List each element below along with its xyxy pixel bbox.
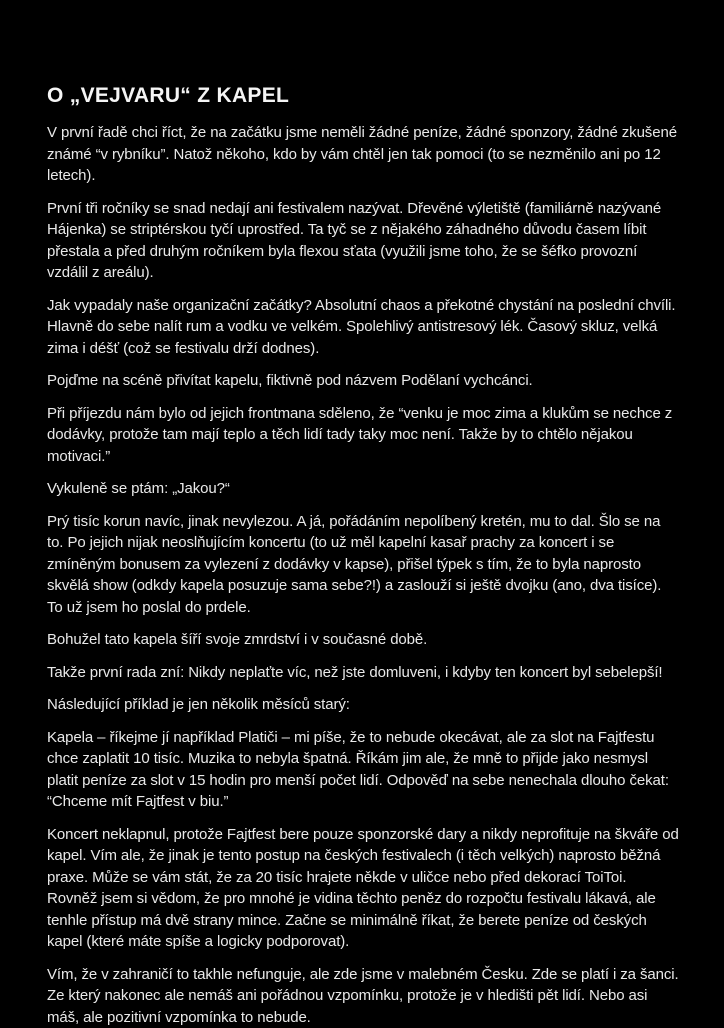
- paragraph: Vím, že v zahraničí to takhle nefunguje, ale zde jsme v malebném Česku. Zde se platí i za šanci. Ze který nakonec ale nemáš ani pořádnou vzpomínku, protože je v hledišti pět lidí. Nebo asi máš, ale pozitivní vzpomínka to nebude.: [47, 964, 680, 1028]
- paragraph: Při příjezdu nám bylo od jejich frontmana sděleno, že “venku je moc zima a klukům se nechce z dodávky, protože tam mají teplo a těch lidí tady taky moc není. Takže by to chtělo nějakou motivaci.”: [47, 403, 680, 468]
- paragraph: Koncert neklapnul, protože Fajtfest bere pouze sponzorské dary a nikdy neprofituje na škváře od kapel. Vím ale, že jinak je tento postup na českých festivalech (i těch velkých) naprosto běžná praxe. Může se vám stát, že za 20 tisíc hrajete někde v uličce nebo před dekorací ToiToi. Rovněž jsem si vědom, že pro mnohé je vidina těchto peněz do rozpočtu festivalu lákavá, ale tenhle přístup má dvě strany mince. Začne se minimálně říkat, že berete peníze od českých kapel (které máte spíše a logicky podporovat).: [47, 824, 680, 953]
- page-title: O „VEJVARU“ Z KAPEL: [47, 84, 680, 108]
- paragraph: Následující příklad je jen několik měsíců starý:: [47, 694, 680, 716]
- paragraph: První tři ročníky se snad nedají ani festivalem nazývat. Dřevěné výletiště (familiárně nazývané Hájenka) se striptérskou tyčí uprostřed. Ta tyč se z nějakého záhadného důvodu časem líbit přestala a před druhým ročníkem byla flexou sťata (využili jsme toho, že se šéfko provozní vzdálil z areálu).: [47, 198, 680, 284]
- paragraph: Bohužel tato kapela šíří svoje zmrdství i v současné době.: [47, 629, 680, 651]
- paragraph: Kapela – říkejme jí například Platiči – mi píše, že to nebude okecávat, ale za slot na Fajtfestu chce zaplatit 10 tisíc. Muzika to nebyla špatná. Říkám jim ale, že mně to přijde jako nesmysl platit peníze za slot v 15 hodin pro menší počet lidí. Odpověď na sebe nenechala dlouho čekat: “Chceme mít Fajtfest v biu.”: [47, 727, 680, 813]
- paragraph: Jak vypadaly naše organizační začátky? Absolutní chaos a překotné chystání na poslední chvíli. Hlavně do sebe nalít rum a vodku ve velkém. Spolehlivý antistresový lék. Časový skluz, velká zima i déšť (což se festivalu drží dodnes).: [47, 295, 680, 360]
- paragraph: Takže první rada zní: Nikdy neplaťte víc, než jste domluveni, i kdyby ten koncert byl sebelepší!: [47, 662, 680, 684]
- paragraph: Vykuleně se ptám: „Jakou?“: [47, 478, 680, 500]
- paragraph: Prý tisíc korun navíc, jinak nevylezou. A já, pořádáním nepolíbený kretén, mu to dal. Šlo se na to. Po jejich nijak neoslňujícím koncertu (to už měl kapelní kasař prachy za koncert i se zmíněným bonusem za vylezení z dodávky v kapse), přišel týpek s tím, že to byla naprosto skvělá show (odkdy kapela posuzuje sama sebe?!) a zaslouží si ještě dvojku (ano, dva tisíce). To už jsem ho poslal do prdele.: [47, 511, 680, 619]
- paragraph: Pojďme na scéně přivítat kapelu, fiktivně pod názvem Podělaní vychcánci.: [47, 370, 680, 392]
- article: [47, 84, 680, 1028]
- paragraph: V první řadě chci říct, že na začátku jsme neměli žádné peníze, žádné sponzory, žádné zkušené známé “v rybníku”. Natož někoho, kdo by vám chtěl jen tak pomoci (to se nezměnilo ani po 12 letech).: [47, 122, 680, 187]
